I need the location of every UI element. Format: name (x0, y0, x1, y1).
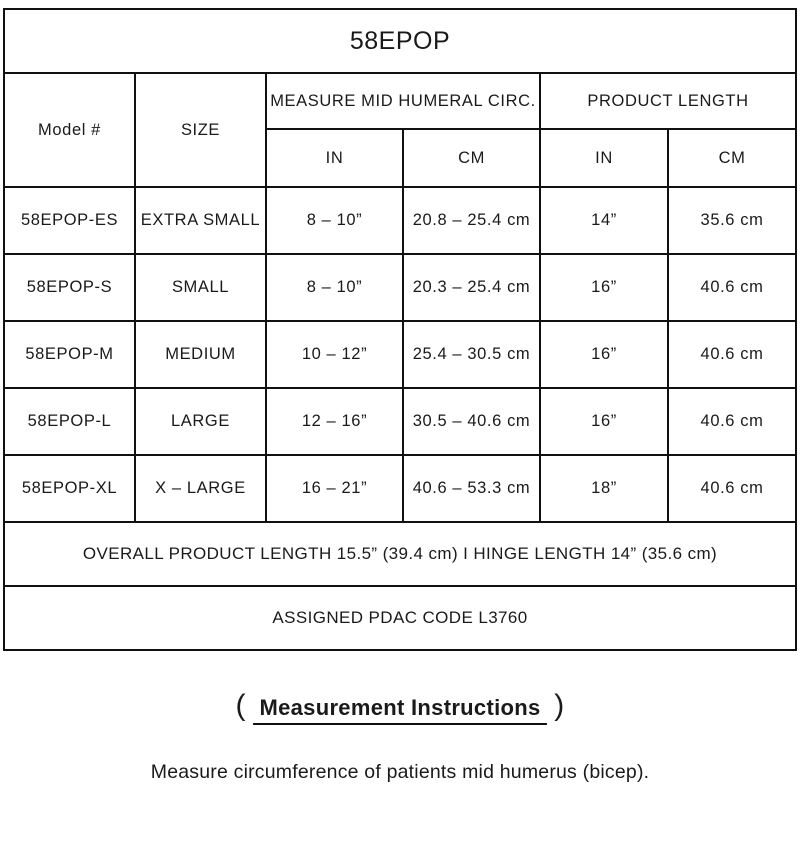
cell-measure-cm: 40.6 – 53.3 cm (403, 455, 540, 522)
cell-model: 58EPOP-XL (4, 455, 135, 522)
table-row (4, 254, 796, 321)
header-size: SIZE (135, 73, 266, 187)
cell-measure-in: 10 – 12” (266, 321, 403, 388)
cell-size: X – LARGE (135, 455, 266, 522)
cell-length-cm: 40.6 cm (668, 321, 796, 388)
cell-length-cm: 40.6 cm (668, 455, 796, 522)
header-measure-in: IN (266, 129, 403, 187)
cell-measure-cm: 20.3 – 25.4 cm (403, 254, 540, 321)
cell-measure-cm: 20.8 – 25.4 cm (403, 187, 540, 254)
instructions-body: Measure circumference of patients mid humerus (bicep). (150, 761, 650, 783)
size-chart-page (0, 8, 800, 842)
cell-size: MEDIUM (135, 321, 266, 388)
instructions-heading-label: Measurement Instructions (259, 695, 541, 720)
cell-length-in: 14” (540, 187, 668, 254)
header-measure-cm: CM (403, 129, 540, 187)
page-title: 58EPOP (4, 9, 796, 73)
instructions-heading (235, 689, 565, 725)
table-row (4, 187, 796, 254)
cell-length-cm: 35.6 cm (668, 187, 796, 254)
measurement-instructions-section (0, 689, 800, 725)
cell-length-cm: 40.6 cm (668, 254, 796, 321)
cell-model: 58EPOP-M (4, 321, 135, 388)
table-row (4, 321, 796, 388)
cell-length-cm: 40.6 cm (668, 388, 796, 455)
bracket-right-decoration: ) (554, 689, 565, 722)
overall-length-note: OVERALL PRODUCT LENGTH 15.5” (39.4 cm) I HINGE LENGTH 14” (35.6 cm) (4, 522, 796, 586)
footnote-row-length (4, 522, 796, 586)
cell-size: LARGE (135, 388, 266, 455)
table-header-group-row (4, 73, 796, 129)
cell-measure-in: 8 – 10” (266, 187, 403, 254)
table-row (4, 388, 796, 455)
header-length-in: IN (540, 129, 668, 187)
bracket-left-decoration: ( (235, 689, 246, 722)
table-row (4, 455, 796, 522)
cell-measure-in: 12 – 16” (266, 388, 403, 455)
cell-size: EXTRA SMALL (135, 187, 266, 254)
cell-model: 58EPOP-L (4, 388, 135, 455)
header-model: Model # (4, 73, 135, 187)
header-measure-group: MEASURE MID HUMERAL CIRC. (266, 73, 540, 129)
cell-measure-cm: 25.4 – 30.5 cm (403, 321, 540, 388)
table-title-row (4, 9, 796, 73)
cell-model: 58EPOP-ES (4, 187, 135, 254)
footnote-row-pdac (4, 586, 796, 650)
cell-length-in: 16” (540, 254, 668, 321)
cell-length-in: 16” (540, 388, 668, 455)
cell-measure-cm: 30.5 – 40.6 cm (403, 388, 540, 455)
cell-measure-in: 16 – 21” (266, 455, 403, 522)
cell-length-in: 16” (540, 321, 668, 388)
cell-length-in: 18” (540, 455, 668, 522)
cell-model: 58EPOP-S (4, 254, 135, 321)
header-product-length-group: PRODUCT LENGTH (540, 73, 796, 129)
cell-size: SMALL (135, 254, 266, 321)
pdac-code-note: ASSIGNED PDAC CODE L3760 (4, 586, 796, 650)
header-length-cm: CM (668, 129, 796, 187)
cell-measure-in: 8 – 10” (266, 254, 403, 321)
size-chart-table (3, 8, 797, 651)
